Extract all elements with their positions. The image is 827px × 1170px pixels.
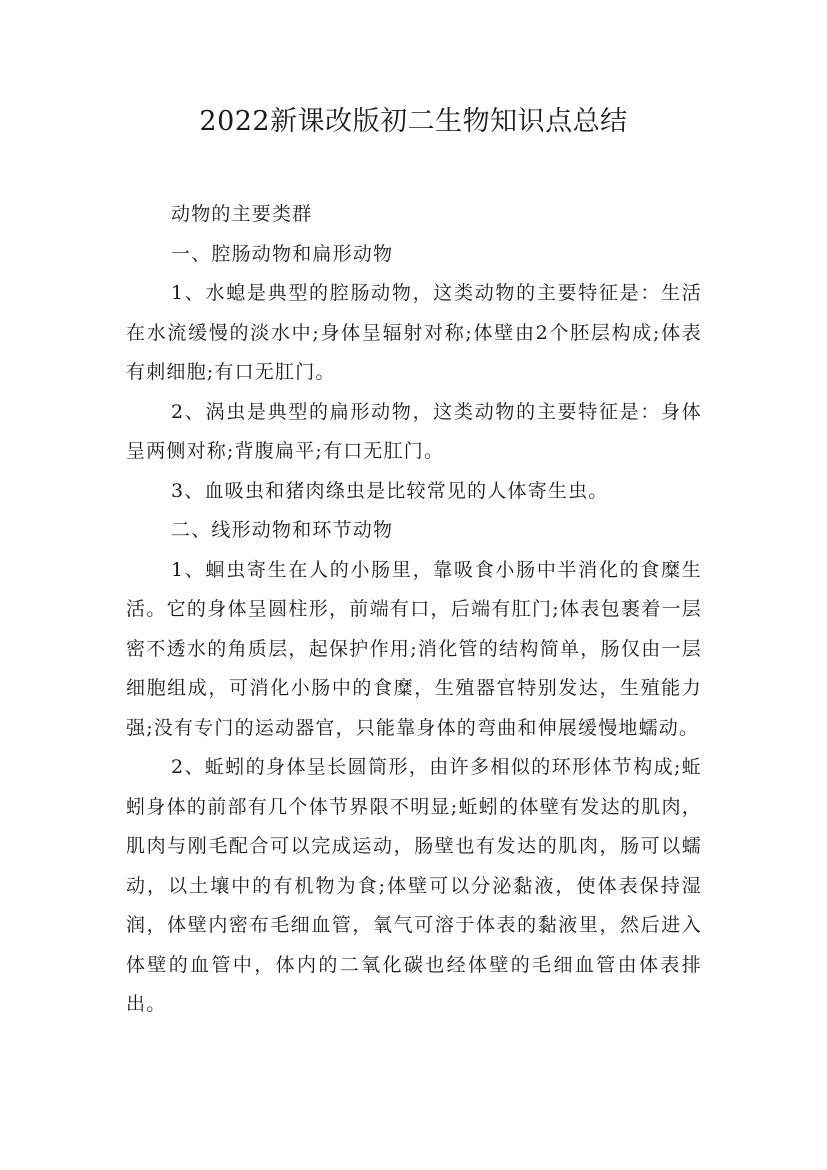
paragraph: 1、蛔虫寄生在人的小肠里，靠吸食小肠中半消化的食糜生活。它的身体呈圆柱形，前端有口，后端有肛门;体表包裹着一层密不透水的角质层，起保护作用;消化管的结构简单，肠仅由一层细胞组成，可消化小肠中的食糜，生殖器官特别发达，生殖能力强;没有专门的运动器官，只能靠身体的弯曲和伸展缓慢地蠕动。 xyxy=(126,558,702,739)
subsection-heading: 二、线形动物和环节动物 xyxy=(171,519,394,541)
paragraph: 2、涡虫是典型的扁形动物，这类动物的主要特征是：身体呈两侧对称;背腹扁平;有口无肛门。 xyxy=(126,400,702,462)
paragraph: 3、血吸虫和猪肉绦虫是比较常见的人体寄生虫。 xyxy=(171,479,609,502)
document-title: 2022新课改版初二生物知识点总结 xyxy=(199,106,628,137)
document-body xyxy=(126,195,702,1025)
section-heading: 动物的主要类群 xyxy=(171,203,313,225)
paragraph: 2、蚯蚓的身体呈长圆筒形，由许多相似的环形体节构成;蚯蚓身体的前部有几个体节界限不明显;蚯蚓的体壁有发达的肌肉，肌肉与刚毛配合可以完成运动，肠壁也有发达的肌肉，肠可以蠕动，以土壤中的有机物为食;体壁可以分泌黏液，使体表保持湿润，体壁内密布毛细血管，氧气可溶于体表的黏液里，然后进入体壁的血管中，体内的二氧化碳也经体壁的毛细血管由体表排出。 xyxy=(126,756,702,1015)
subsection-heading: 一、腔肠动物和扁形动物 xyxy=(171,242,394,265)
paragraph: 1、水螅是典型的腔肠动物，这类动物的主要特征是：生活在水流缓慢的淡水中;身体呈辐射对称;体壁由2个胚层构成;体表有刺细胞;有口无肛门。 xyxy=(126,282,702,383)
